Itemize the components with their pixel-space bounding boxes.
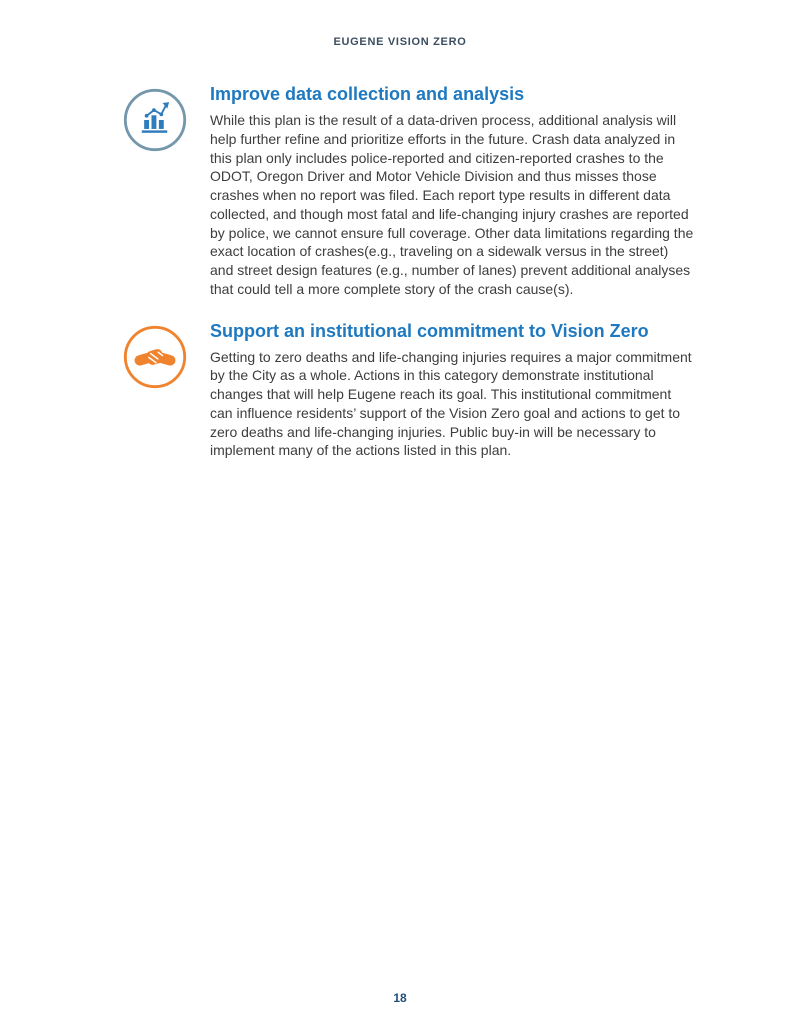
bar-chart-trend-icon [122,87,188,153]
page-header: EUGENE VISION ZERO [333,36,467,48]
section-institutional-commitment [122,321,698,461]
section-heading: Support an institutional commitment to Vision Zero [210,320,649,341]
section-text [210,84,694,299]
section-text [210,321,694,461]
handshake-icon [122,324,188,390]
section-body: While this plan is the result of a data-driven process, additional analysis will help further refine and prioritize efforts in the future. Crash data analyzed in this plan only includes police-reported and citizen-reported crashes to the ODOT, Oregon Driver and Motor Vehicle Division and thus misses those crashes when no report was filed. Each report type results in different data collected, and though most fatal and life-changing injury crashes are reported by police, we cannot ensure full coverage. Other data limitations regarding the exact location of crashes(e.g., traveling on a sidewalk versus in the street) and street design features (e.g., number of lanes) prevent additional analyses that could tell a more complete story of the crash cause(s). [210,112,694,297]
page-content [122,84,698,482]
section-data-collection [122,84,698,299]
section-heading: Improve data collection and analysis [210,84,525,104]
section-body: Getting to zero deaths and life-changing injuries requires a major commitment by the City as a whole. Actions in this category demonstrate institutional changes that will help Eugene reach its goal. This institutional commitment can influence residents’ support of the Vision Zero goal and actions to get to zero deaths and life-changing injuries. Public buy-in will be necessary to implement many of the actions listed in this plan. [210,348,692,459]
page-number: 18 [393,991,407,1005]
